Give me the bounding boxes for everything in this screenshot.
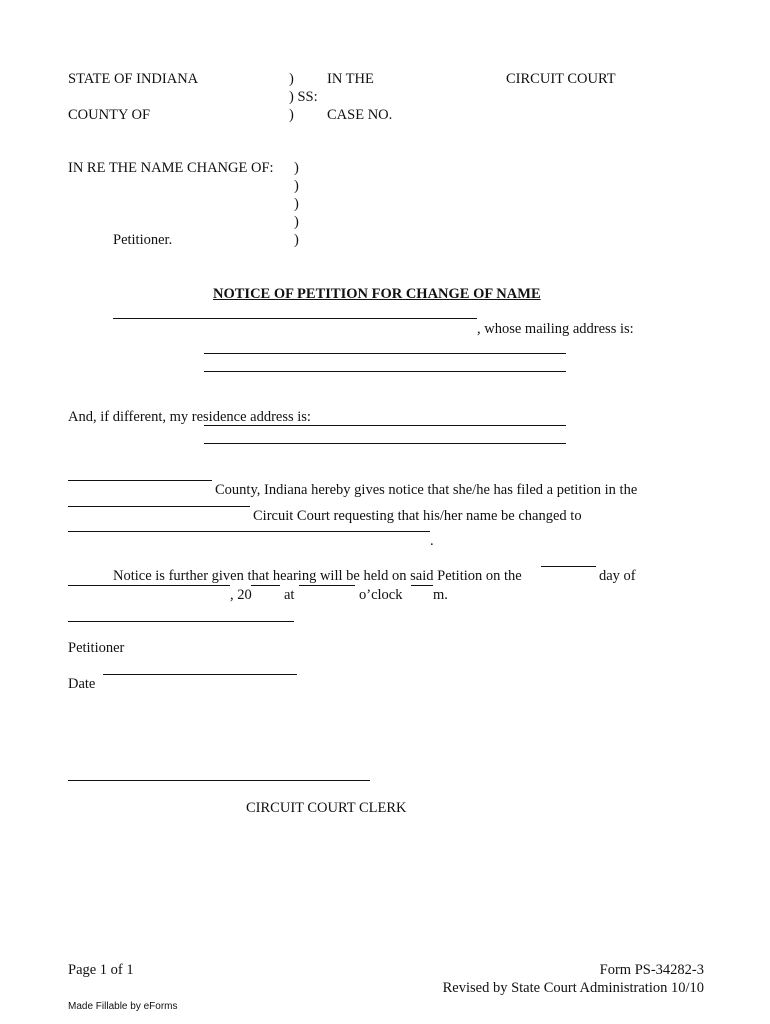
date-label: Date — [68, 676, 96, 692]
state-label: STATE OF INDIANA — [68, 71, 199, 87]
document-title: NOTICE OF PETITION FOR CHANGE OF NAME — [213, 286, 541, 302]
in-re-paren: ) — [294, 160, 299, 176]
petitioner-caption-label: Petitioner. — [113, 232, 173, 248]
form-number: Form PS-34282-3 — [599, 962, 704, 978]
am-pm-field[interactable] — [411, 585, 433, 586]
in-re-paren: ) — [294, 214, 299, 230]
residence-address-line-2[interactable] — [204, 443, 566, 444]
petitioner-signature-field[interactable] — [68, 621, 294, 622]
revision-note: Revised by State Court Administration 10/10 — [442, 980, 704, 996]
mailing-address-line-1[interactable] — [204, 353, 566, 354]
residence-address-label: And, if different, my residence address is: — [68, 409, 311, 425]
petitioner-name-field[interactable] — [113, 318, 477, 319]
clerk-signature-field[interactable] — [68, 780, 370, 781]
in-re-paren: ) — [294, 178, 299, 194]
date-field[interactable] — [103, 674, 297, 675]
hearing-time-field[interactable] — [299, 585, 355, 586]
hearing-day-field[interactable] — [541, 566, 596, 567]
m-text: m. — [433, 587, 448, 603]
mailing-address-label: , whose mailing address is: — [477, 321, 634, 337]
county-label: COUNTY OF — [68, 107, 151, 123]
page-number: Page 1 of 1 — [68, 962, 134, 978]
new-name-field[interactable] — [68, 531, 430, 532]
day-of-text: day of — [599, 568, 636, 584]
clerk-label: CIRCUIT COURT CLERK — [246, 800, 407, 816]
county-field[interactable] — [68, 480, 212, 481]
in-the-label: IN THE — [327, 71, 374, 87]
hearing-year-field[interactable] — [251, 585, 280, 586]
circuit-court-text: Circuit Court requesting that his/her name be changed to — [253, 508, 582, 524]
residence-address-line-1[interactable] — [204, 425, 566, 426]
circuit-court-field[interactable] — [68, 506, 250, 507]
made-fillable-note: Made Fillable by eForms — [68, 1001, 178, 1012]
caption-paren: ) — [289, 107, 294, 123]
in-re-paren: ) — [294, 196, 299, 212]
hearing-notice-text: Notice is further given that hearing will be held on said Petition on the — [113, 568, 522, 584]
hearing-month-field[interactable] — [68, 585, 230, 586]
county-notice-text: County, Indiana hereby gives notice that she/he has filed a petition in the — [215, 482, 638, 498]
circuit-court-label: CIRCUIT COURT — [506, 71, 616, 87]
mailing-address-line-2[interactable] — [204, 371, 566, 372]
caption-paren: ) — [289, 71, 294, 87]
period-text: . — [430, 533, 434, 549]
ss-label: ) SS: — [289, 89, 318, 105]
in-re-paren: ) — [294, 232, 299, 248]
case-no-label: CASE NO. — [327, 107, 393, 123]
year-prefix-text: , 20 — [230, 587, 252, 603]
at-text: at — [284, 587, 295, 603]
in-re-label: IN RE THE NAME CHANGE OF: — [68, 160, 274, 176]
oclock-text: o’clock — [359, 587, 403, 603]
petitioner-signature-label: Petitioner — [68, 640, 125, 656]
